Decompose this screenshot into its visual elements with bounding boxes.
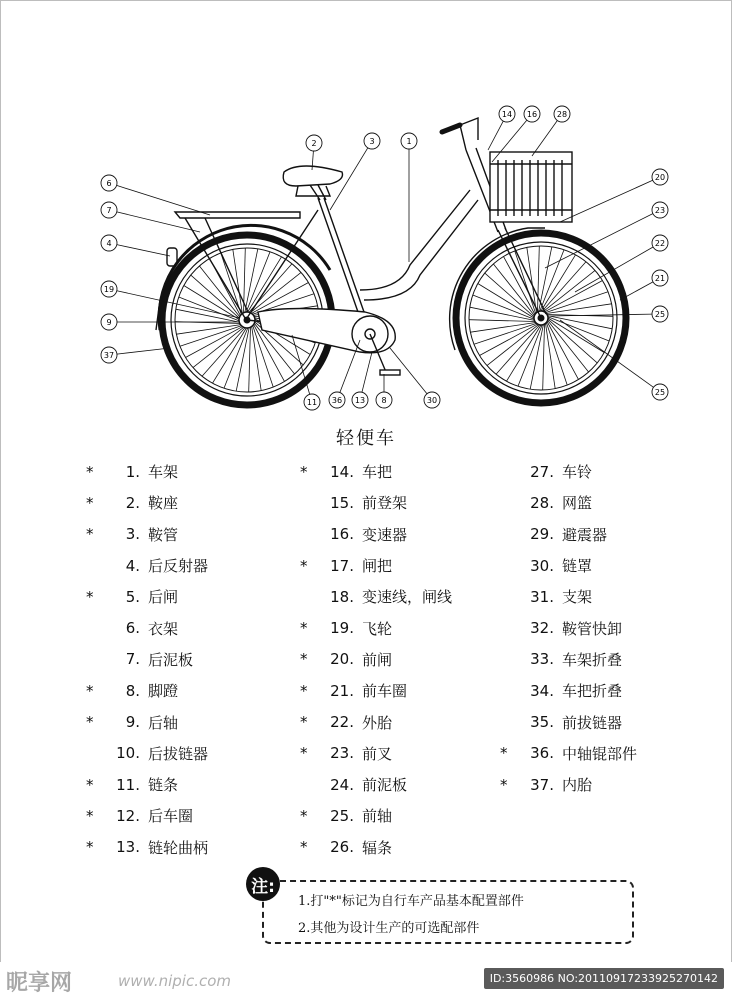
spoke: [530, 325, 543, 390]
part-item: [500, 581, 637, 612]
part-number: 10.: [116, 744, 140, 763]
part-name: 支架: [562, 588, 593, 607]
spoke: [518, 325, 542, 386]
part-number: 13.: [116, 838, 140, 857]
part-item: [500, 519, 637, 550]
part-name: 前闸: [362, 650, 393, 669]
leader-line: [560, 180, 653, 222]
part-name: 前登架: [362, 494, 408, 513]
part-name: 避震器: [562, 525, 608, 544]
callout-number: 11: [306, 398, 318, 407]
callout-37: [101, 347, 170, 363]
required-star: *: [86, 462, 94, 481]
part-number: 22.: [330, 713, 354, 732]
callout-number: 37: [103, 351, 115, 360]
part-item: [300, 550, 452, 581]
part-item: [300, 800, 452, 831]
part-item: [500, 487, 637, 518]
part-number: 30.: [530, 556, 554, 575]
part-item: [300, 581, 452, 612]
bicycle-diagram: [0, 0, 732, 420]
callout-number: 22: [654, 239, 666, 248]
part-item: [300, 738, 452, 769]
part-item: [86, 487, 208, 518]
part-name: 车铃: [562, 463, 593, 482]
leader-line: [117, 291, 240, 318]
part-item: [300, 675, 452, 706]
part-number: 36.: [530, 744, 554, 763]
diagram-title: 轻便车: [336, 428, 396, 449]
callout-number: 8: [381, 396, 387, 405]
part-number: 3.: [125, 525, 140, 544]
part-number: 14.: [330, 462, 354, 481]
part-name: 后闸: [148, 588, 179, 607]
part-item: [300, 832, 452, 863]
part-item: [86, 519, 208, 550]
part-name: 后车圈: [148, 807, 194, 826]
part-item: [86, 550, 208, 581]
part-number: 24.: [330, 775, 354, 794]
part-item: [500, 550, 637, 581]
callout-number: 9: [106, 318, 112, 327]
part-item: [500, 738, 637, 769]
part-number: 18.: [330, 587, 354, 606]
part-name: 前叉: [362, 744, 393, 763]
part-item: [86, 581, 208, 612]
part-number: 17.: [330, 556, 354, 575]
callout-30: [390, 348, 440, 408]
note-box: [262, 880, 634, 944]
part-name: 变速线，闸线: [362, 588, 453, 607]
part-name: 鞍管快卸: [562, 619, 623, 638]
part-number: 32.: [530, 619, 554, 638]
spoke: [249, 326, 251, 392]
callout-number: 20: [654, 173, 666, 182]
spoke: [179, 297, 240, 321]
required-star: *: [300, 650, 308, 669]
part-item: [500, 706, 637, 737]
leader-line: [575, 247, 653, 292]
spoke: [247, 257, 282, 313]
part-item: [500, 769, 637, 800]
callout-2: [306, 135, 322, 170]
callout-number: 14: [501, 110, 513, 119]
part-number: 33.: [530, 650, 554, 669]
part-number: 8.: [125, 681, 140, 700]
required-star: *: [300, 619, 308, 638]
leader-line: [362, 352, 372, 392]
required-star: *: [86, 806, 94, 825]
required-star: *: [300, 556, 308, 575]
required-star: *: [300, 713, 308, 732]
part-number: 26.: [330, 838, 354, 857]
spoke: [246, 252, 270, 313]
spoke: [548, 320, 589, 372]
spoke: [506, 325, 541, 381]
part-name: 链轮曲柄: [148, 838, 209, 857]
required-star: *: [300, 681, 308, 700]
part-item: [86, 832, 208, 863]
spoke: [202, 327, 246, 376]
callout-number: 13: [354, 396, 366, 405]
watermark-id: ID:3560986 NO:20110917233925270142: [484, 968, 724, 989]
leader-line: [117, 185, 210, 215]
spoke: [249, 272, 301, 313]
part-name: 中轴锟部件: [562, 744, 638, 763]
parts-column-3: [500, 456, 637, 800]
callout-number: 23: [654, 206, 666, 215]
part-item: [300, 456, 452, 487]
part-item: [300, 612, 452, 643]
part-name: 前拔链器: [562, 713, 623, 732]
part-number: 4.: [125, 556, 140, 575]
callout-number: 6: [106, 179, 112, 188]
part-item: [300, 706, 452, 737]
callout-8: [376, 374, 392, 408]
spoke: [541, 255, 576, 311]
spoke: [543, 324, 545, 390]
callout-number: 2: [311, 139, 317, 148]
part-number: 15.: [330, 493, 354, 512]
required-star: *: [300, 838, 308, 857]
spoke: [540, 250, 564, 311]
part-name: 前轴: [362, 807, 393, 826]
callout-number: 3: [369, 137, 375, 146]
callout-21: [620, 270, 668, 300]
required-star: *: [86, 525, 94, 544]
part-number: 19.: [330, 619, 354, 638]
part-number: 16.: [330, 525, 354, 544]
callout-7: [101, 202, 200, 232]
part-name: 鞍座: [148, 494, 179, 513]
spoke: [224, 327, 248, 388]
part-name: 鞍管: [148, 525, 179, 544]
part-item: [300, 487, 452, 518]
leader-line: [532, 121, 557, 156]
part-number: 7.: [125, 650, 140, 669]
spoke: [193, 327, 245, 368]
spoke: [496, 325, 540, 374]
part-item: [300, 519, 452, 550]
part-item: [86, 456, 208, 487]
part-number: 27.: [530, 462, 554, 481]
part-item: [500, 644, 637, 675]
callout-number: 30: [426, 396, 438, 405]
spoke: [493, 264, 534, 316]
spoke: [473, 295, 534, 319]
spoke: [184, 285, 240, 320]
part-name: 车架: [148, 463, 179, 482]
part-name: 后泥板: [148, 650, 194, 669]
parts-column-2: [300, 456, 452, 863]
part-item: [86, 706, 208, 737]
part-number: 23.: [330, 744, 354, 763]
watermark-url: www.nipic.com: [118, 972, 232, 990]
part-name: 后轴: [148, 713, 179, 732]
spoke: [212, 327, 247, 383]
spoke: [548, 316, 613, 329]
required-star: *: [300, 806, 308, 825]
callout-13: [352, 352, 372, 408]
required-star: *: [86, 775, 94, 794]
callout-1: [401, 133, 417, 262]
callout-number: 1: [406, 137, 412, 146]
required-star: *: [86, 587, 94, 606]
part-name: 内胎: [562, 776, 593, 795]
spoke: [236, 327, 249, 392]
spoke: [548, 318, 604, 353]
part-number: 28.: [530, 493, 554, 512]
callout-14: [488, 106, 515, 150]
part-number: 1.: [125, 462, 140, 481]
part-number: 25.: [330, 806, 354, 825]
spoke: [542, 262, 586, 311]
part-item: [300, 644, 452, 675]
part-item: [86, 612, 208, 643]
callout-4: [101, 235, 170, 256]
callout-number: 28: [556, 110, 568, 119]
required-star: *: [300, 744, 308, 763]
required-star: *: [86, 713, 94, 732]
part-number: 12.: [116, 806, 140, 825]
leader-line: [488, 121, 503, 150]
part-name: 车把: [362, 463, 393, 482]
part-name: 前泥板: [362, 776, 408, 795]
spoke: [548, 317, 609, 341]
part-name: 链罩: [562, 557, 593, 576]
part-name: 后拔链器: [148, 744, 209, 763]
spoke: [469, 320, 535, 322]
callout-number: 4: [106, 239, 112, 248]
part-name: 变速器: [362, 525, 408, 544]
part-item: [500, 675, 637, 706]
part-name: 闸把: [362, 557, 393, 576]
callout-number: 19: [103, 285, 115, 294]
spoke: [478, 283, 534, 318]
part-name: 飞轮: [362, 619, 393, 638]
required-star: *: [86, 493, 94, 512]
required-star: *: [300, 462, 308, 481]
part-number: 37.: [530, 775, 554, 794]
watermark-footer: [0, 962, 732, 996]
part-number: 29.: [530, 525, 554, 544]
part-number: 2.: [125, 493, 140, 512]
part-name: 辐条: [362, 838, 393, 857]
spoke: [487, 325, 539, 366]
required-star: *: [500, 744, 508, 763]
bicycle-frame: [156, 118, 572, 375]
spoke: [199, 266, 240, 318]
part-item: [500, 456, 637, 487]
required-star: *: [86, 838, 94, 857]
part-item: [86, 769, 208, 800]
part-number: 35.: [530, 713, 554, 732]
part-item: [500, 612, 637, 643]
part-name: 脚蹬: [148, 682, 179, 701]
watermark-logo: 昵享网: [6, 971, 73, 996]
part-name: 前车圈: [362, 682, 408, 701]
part-number: 21.: [330, 681, 354, 700]
part-name: 后反射器: [148, 557, 209, 576]
part-item: [86, 800, 208, 831]
part-number: 5.: [125, 587, 140, 606]
part-name: 车把折叠: [562, 682, 623, 701]
part-name: 网篮: [562, 494, 593, 513]
leader-line: [117, 245, 170, 256]
spoke: [485, 273, 534, 317]
part-name: 衣架: [148, 619, 179, 638]
callout-number: 25: [654, 388, 666, 397]
required-star: *: [500, 775, 508, 794]
part-item: [86, 675, 208, 706]
callout-number: 21: [654, 274, 666, 283]
leader-line: [117, 348, 170, 354]
part-name: 车架折叠: [562, 650, 623, 669]
part-number: 6.: [125, 619, 140, 638]
required-star: *: [86, 681, 94, 700]
callout-number: 16: [526, 110, 538, 119]
note-line-1: 1.打"*"标记为自行车产品基本配置部件: [298, 894, 524, 909]
note-line-2: 2.其他为设计生产的可选配部件: [298, 921, 480, 936]
part-item: [86, 738, 208, 769]
callout-number: 7: [106, 206, 112, 215]
part-number: 9.: [125, 713, 140, 732]
part-name: 链条: [148, 776, 179, 795]
note-label-badge: 注:: [246, 867, 280, 901]
callout-number: 25: [654, 310, 666, 319]
spoke: [543, 270, 595, 311]
spoke: [470, 307, 535, 320]
part-number: 11.: [116, 775, 140, 794]
part-number: 20.: [330, 650, 354, 669]
spoke: [538, 246, 540, 312]
callout-number: 36: [331, 396, 343, 405]
part-item: [86, 644, 208, 675]
parts-column-1: [86, 456, 208, 863]
part-number: 31.: [530, 587, 554, 606]
part-name: 外胎: [362, 713, 393, 732]
part-item: [300, 769, 452, 800]
part-number: 34.: [530, 681, 554, 700]
